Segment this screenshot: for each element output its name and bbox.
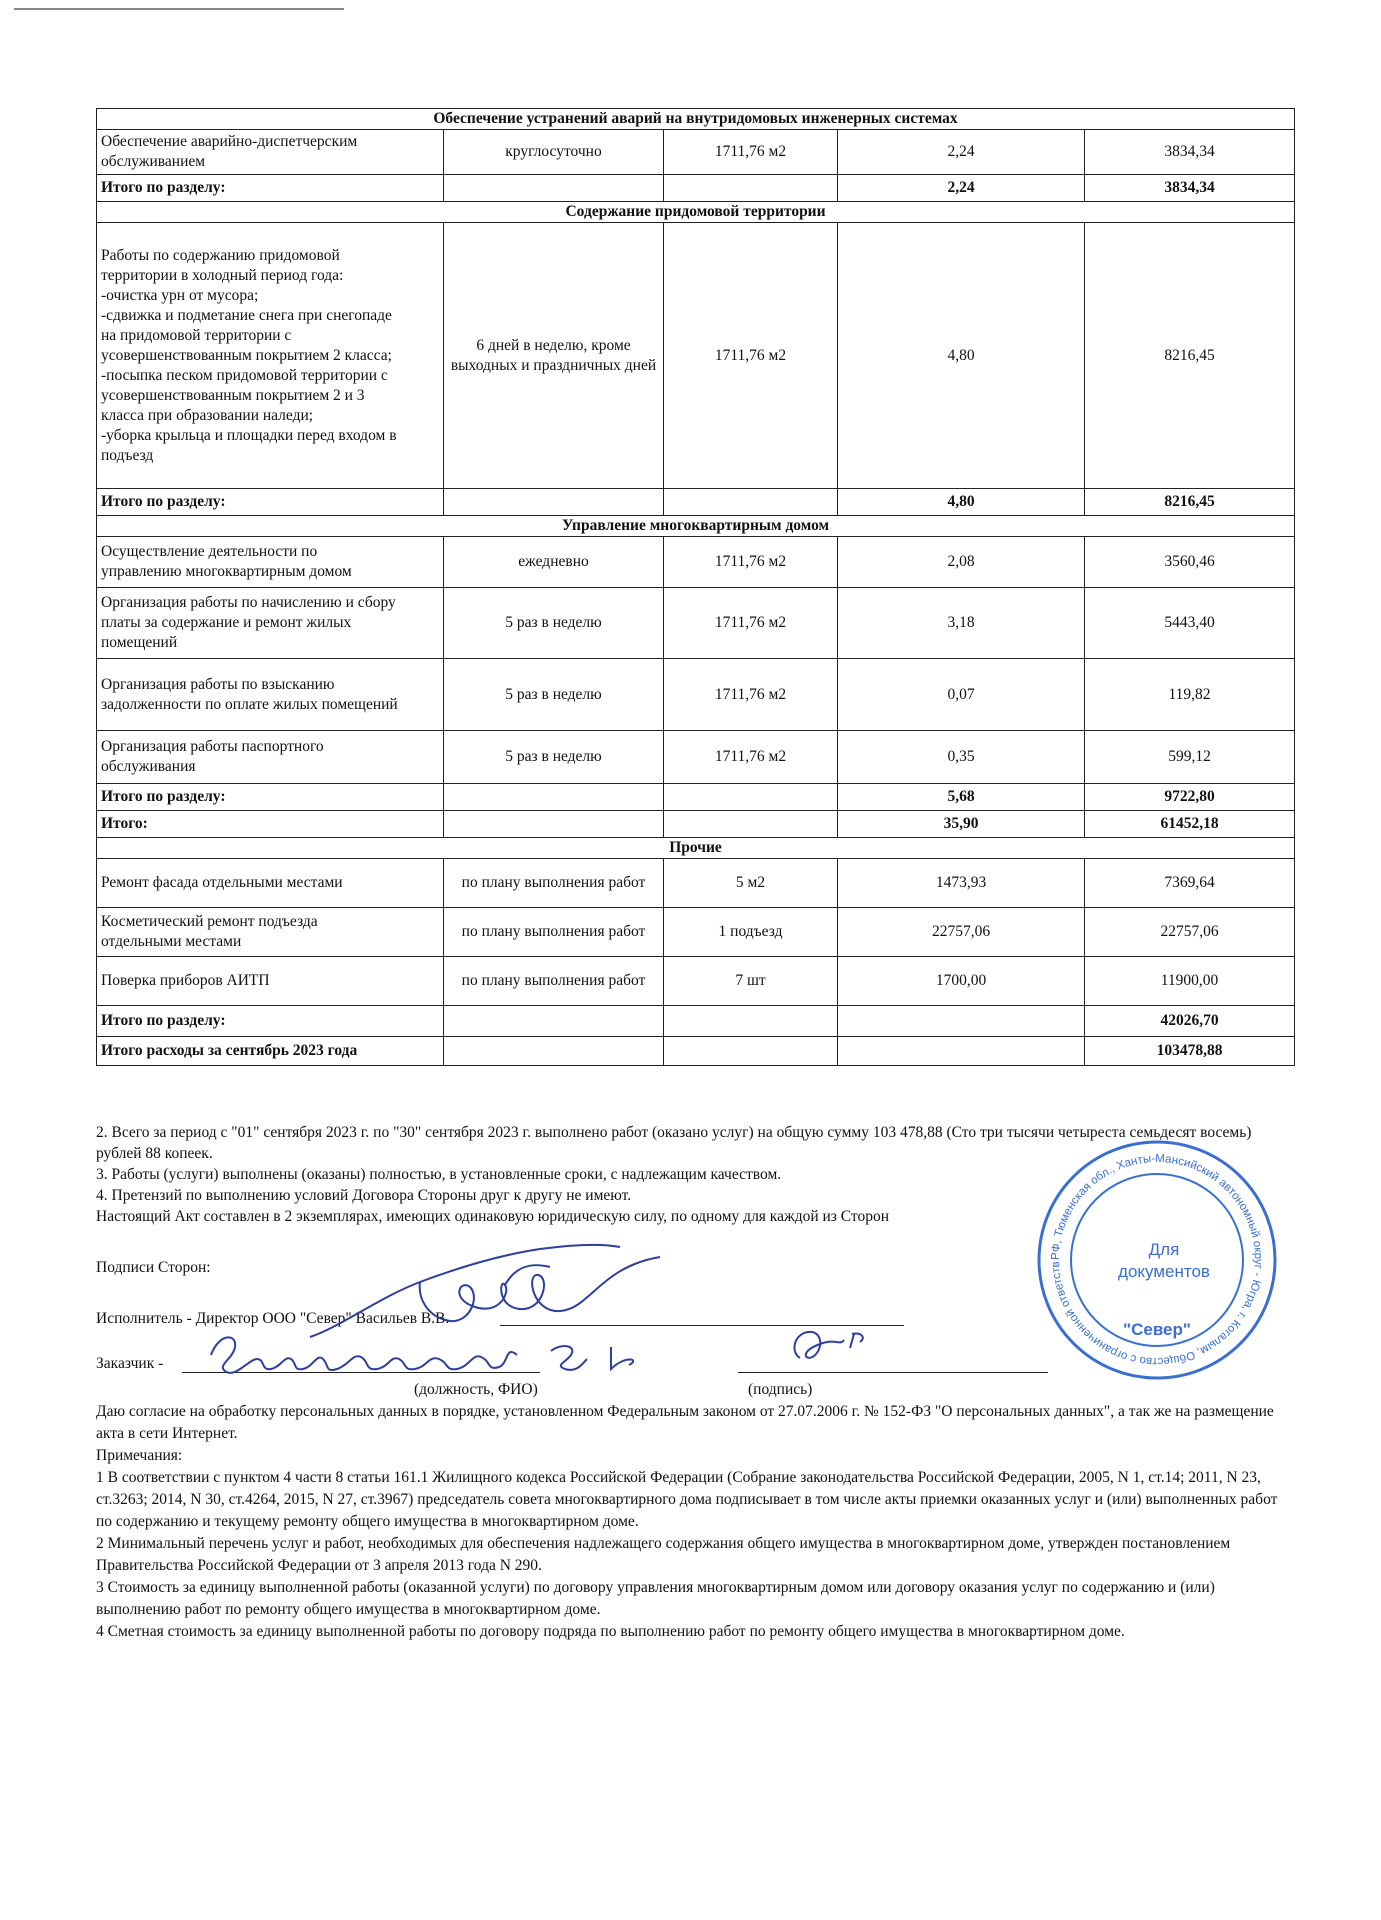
remark-item: 1 В соответствии с пунктом 4 части 8 статьи 161.1 Жилищного кодекса Российской Федерации (Собрание законодательства Российской Федерации, 2005, N 1, ст.14; 2011, N 23, ст.3263; 2014, N 30, ст.4264, 2015, N 27, ст.3967) председатель совета многоквартирного дома подписывает в том числе акты приемки оказанных услуг и (или) выполненных работ по содержанию и текущему ремонту общего имущества в многоквартирном доме.	[96, 1469, 1278, 1530]
customer-handwritten-name	[205, 1325, 665, 1383]
section-title: Содержание придомовой территории	[97, 202, 1295, 223]
note-paragraph: 2. Всего за период с "01" сентября 2023 г. по "30" сентября 2023 г. выполнено работ (оказано услуг) на общую сумму 103 478,88 (Сто три тысячи четыреста семьдесят восемь) рублей 88 копеек.	[96, 1124, 1252, 1162]
stamp-company-name: "Север"	[1123, 1320, 1191, 1339]
work-name: Организация работы по начислению и сбору платы за содержание и ремонт жилых помещений	[97, 588, 444, 659]
periodicity-cell: 6 дней в неделю, кроме выходных и праздничных дней	[444, 223, 664, 489]
total-label: Итого по разделу:	[97, 489, 444, 516]
unit-cell: 1711,76 м2	[664, 130, 838, 175]
work-name: Организация работы по взысканию задолженности по оплате жилых помещений	[97, 659, 444, 731]
table-row	[97, 130, 1295, 175]
grand-total-row	[97, 811, 1295, 838]
sum-cell: 11900,00	[1085, 957, 1295, 1006]
work-name: Поверка приборов АИТП	[97, 957, 444, 1006]
section-header	[97, 109, 1295, 130]
work-name: Организация работы паспортного обслуживания	[97, 731, 444, 784]
stamp-center-line2: документов	[1118, 1262, 1210, 1281]
rate-cell: 0,35	[838, 731, 1085, 784]
section-total-row	[97, 175, 1295, 202]
stamp-ring-text: РФ, Тюменская обл., Ханты-Мансийский автономный округ - Югра, г. Когалым, Общество с ограниченной ответств	[1049, 1152, 1265, 1368]
rate-cell: 22757,06	[838, 908, 1085, 957]
signatures-title: Подписи Сторон:	[96, 1259, 211, 1276]
rate-cell: 1473,93	[838, 859, 1085, 908]
total-label: Итого по разделу:	[97, 1006, 444, 1037]
expenses-table	[96, 108, 1295, 1066]
customer-label: Заказчик -	[96, 1355, 164, 1372]
sum-cell: 7369,64	[1085, 859, 1295, 908]
table-row	[97, 223, 1295, 489]
expenses-table-body	[97, 109, 1295, 1066]
table-row	[97, 731, 1295, 784]
table-row	[97, 859, 1295, 908]
sum-cell: 8216,45	[1085, 223, 1295, 489]
remarks-title: Примечания:	[96, 1447, 183, 1464]
periodicity-cell: по плану выполнения работ	[444, 957, 664, 1006]
periodicity-cell: по плану выполнения работ	[444, 859, 664, 908]
grand-total-sum: 61452,18	[1085, 811, 1295, 838]
section-title: Прочие	[97, 838, 1295, 859]
table-row	[97, 908, 1295, 957]
table-row	[97, 588, 1295, 659]
consent-and-remarks	[96, 1401, 1296, 1643]
sum-cell: 5443,40	[1085, 588, 1295, 659]
final-total-row	[97, 1037, 1295, 1066]
sum-cell: 3834,34	[1085, 130, 1295, 175]
table-row	[97, 659, 1295, 731]
note-paragraph: 3. Работы (услуги) выполнены (оказаны) полностью, в установленные сроки, с надлежащим качеством.	[96, 1166, 782, 1183]
grand-total-rate: 35,90	[838, 811, 1085, 838]
section-total-row	[97, 489, 1295, 516]
note-paragraph: Настоящий Акт составлен в 2 экземплярах, имеющих одинаковую юридическую силу, по одному для каждой из Сторон	[96, 1208, 890, 1225]
unit-cell: 5 м2	[664, 859, 838, 908]
rate-cell: 2,24	[838, 130, 1085, 175]
sum-cell: 3560,46	[1085, 537, 1295, 588]
section-total-row	[97, 1006, 1295, 1037]
section-total-row	[97, 784, 1295, 811]
unit-cell: 1711,76 м2	[664, 659, 838, 731]
sum-cell: 599,12	[1085, 731, 1295, 784]
periodicity-cell: 5 раз в неделю	[444, 588, 664, 659]
periodicity-cell: по плану выполнения работ	[444, 908, 664, 957]
work-name: Работы по содержанию придомовой территории в холодный период года: -очистка урн от мусора; -сдвижка и подметание снега при снегопаде на придомовой территории с усовершенствованным покрытием 2 класса; -посыпка песком придомовой территории с усовершенствованным покрытием 2 и 3 класса при образовании наледи; -уборка крыльца и площадки перед входом в подъезд	[97, 223, 444, 489]
periodicity-cell: круглосуточно	[444, 130, 664, 175]
signature-caption: (подпись)	[748, 1381, 813, 1398]
table-row	[97, 957, 1295, 1006]
section-header	[97, 202, 1295, 223]
section-title: Управление многоквартирным домом	[97, 516, 1295, 537]
remark-item: 2 Минимальный перечень услуг и работ, необходимых для обеспечения надлежащего содержания общего имущества в многоквартирном доме, утвержден постановлением Правительства Российской Федерации от 3 апреля 2013 года N 290.	[96, 1535, 1231, 1574]
total-sum: 8216,45	[1085, 489, 1295, 516]
unit-cell: 7 шт	[664, 957, 838, 1006]
total-rate: 2,24	[838, 175, 1085, 202]
top-scan-line	[14, 8, 344, 10]
position-caption: (должность, ФИО)	[414, 1381, 538, 1398]
total-rate: 5,68	[838, 784, 1085, 811]
unit-cell: 1711,76 м2	[664, 537, 838, 588]
stamp-center-line1: Для	[1148, 1240, 1180, 1259]
total-sum: 9722,80	[1085, 784, 1295, 811]
work-name: Осуществление деятельности по управлению многоквартирным домом	[97, 537, 444, 588]
customer-signature-line	[738, 1372, 1048, 1373]
rate-cell: 0,07	[838, 659, 1085, 731]
work-name: Косметический ремонт подъезда отдельными местами	[97, 908, 444, 957]
unit-cell: 1711,76 м2	[664, 731, 838, 784]
grand-total-label: Итого:	[97, 811, 444, 838]
total-sum: 3834,34	[1085, 175, 1295, 202]
table-row	[97, 537, 1295, 588]
rate-cell: 1700,00	[838, 957, 1085, 1006]
sum-cell: 119,82	[1085, 659, 1295, 731]
periodicity-cell: 5 раз в неделю	[444, 731, 664, 784]
rate-cell: 4,80	[838, 223, 1085, 489]
remark-item: 3 Стоимость за единицу выполненной работы (оказанной услуги) по договору управления многоквартирным домом или договору оказания услуг по содержанию и (или) выполнению работ по ремонту общего имущества в многоквартирном доме.	[96, 1579, 1215, 1618]
total-label: Итого по разделу:	[97, 784, 444, 811]
sum-cell: 22757,06	[1085, 908, 1295, 957]
periodicity-cell: 5 раз в неделю	[444, 659, 664, 731]
company-stamp	[1032, 1135, 1282, 1385]
final-total-sum: 103478,88	[1085, 1037, 1295, 1066]
executor-line: Исполнитель - Директор ООО "Север" Васильев В.В.	[96, 1310, 450, 1327]
customer-signature	[780, 1322, 900, 1372]
remark-item: 4 Сметная стоимость за единицу выполненной работы по договору подряда по выполнению работ по ремонту общего имущества в многоквартирном доме.	[96, 1623, 1125, 1640]
section-header	[97, 516, 1295, 537]
work-name: Ремонт фасада отдельными местами	[97, 859, 444, 908]
total-label: Итого по разделу:	[97, 175, 444, 202]
periodicity-cell: ежедневно	[444, 537, 664, 588]
work-name: Обеспечение аварийно-диспетчерским обслуживанием	[97, 130, 444, 175]
rate-cell: 3,18	[838, 588, 1085, 659]
total-rate: 4,80	[838, 489, 1085, 516]
section-title: Обеспечение устранений аварий на внутридомовых инженерных системах	[97, 109, 1295, 130]
total-sum: 42026,70	[1085, 1006, 1295, 1037]
unit-cell: 1711,76 м2	[664, 588, 838, 659]
section-header	[97, 838, 1295, 859]
unit-cell: 1 подъезд	[664, 908, 838, 957]
note-paragraph: 4. Претензий по выполнению условий Договора Стороны друг к другу не имеют.	[96, 1187, 632, 1204]
consent-text: Даю согласие на обработку персональных данных в порядке, установленном Федеральным законом от 27.07.2006 г. № 152-ФЗ "О персональных данных", а так же на размещение акта в сети Интернет.	[96, 1403, 1274, 1442]
rate-cell: 2,08	[838, 537, 1085, 588]
unit-cell: 1711,76 м2	[664, 223, 838, 489]
final-total-label: Итого расходы за сентябрь 2023 года	[97, 1037, 444, 1066]
